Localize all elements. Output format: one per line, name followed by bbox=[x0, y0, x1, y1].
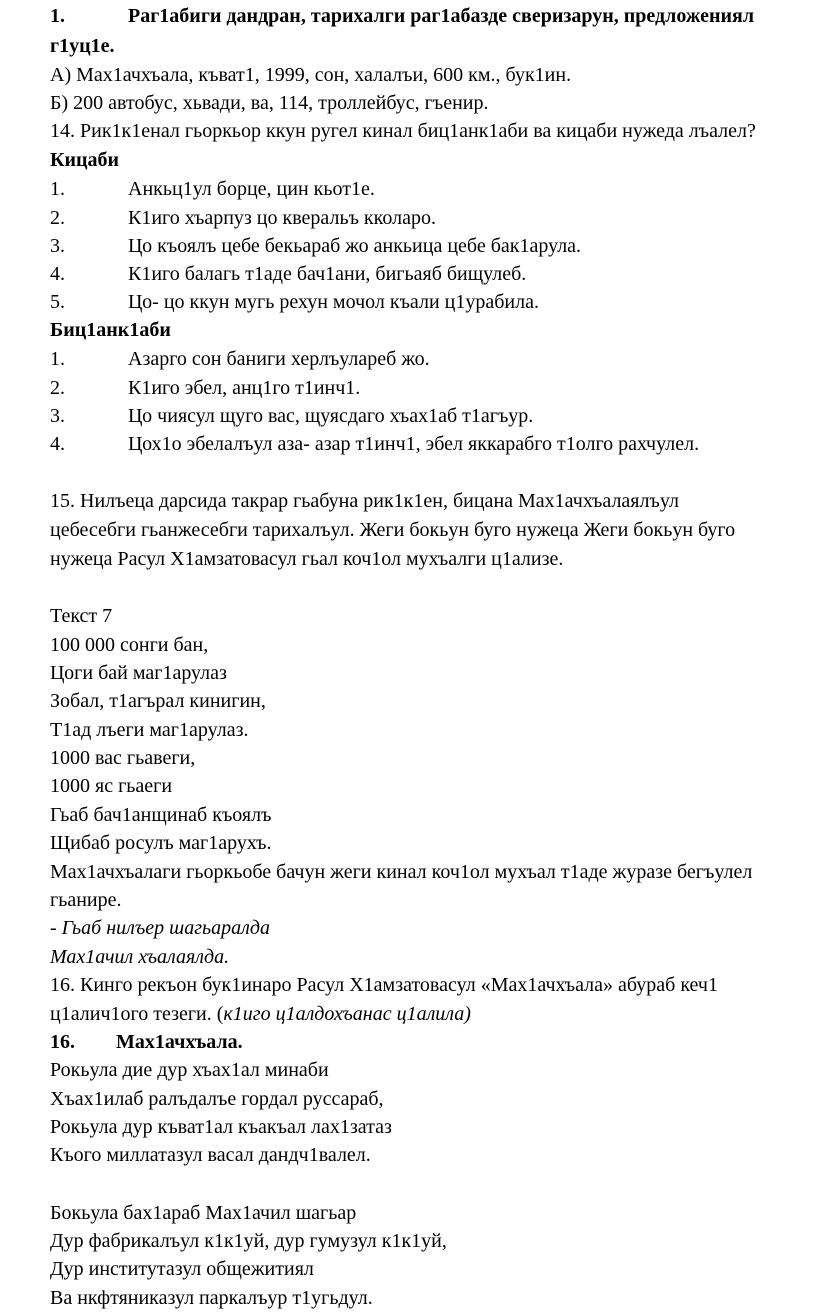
poem-line: 1000 яс гьаеги bbox=[50, 775, 173, 797]
list-item bbox=[50, 206, 816, 230]
list-item-text: К1иго балагь т1аде бач1ани, бигьаяб бищулеб. bbox=[128, 263, 527, 285]
task1-item-a: А) Мах1ачхъала, къват1, 1999, сон, халалъи, 600 км., бук1ин. bbox=[50, 64, 572, 86]
text7-question-line2: гьанире. bbox=[50, 889, 122, 911]
text7-question-line1: Мах1ачхъалаги гьоркьобе бачун жеги кинал коч1ол мухъал т1аде журазе бегъулел bbox=[50, 861, 753, 883]
task1-item-b: Б) 200 автобус, хьвади, ва, 114, троллейбус, гъенир. bbox=[50, 92, 489, 114]
list-item-number: 4. bbox=[50, 433, 65, 455]
task16-line1: 16. Кинго рекъон бук1инаро Расул Х1амзатовасул «Мах1ачхъала» абураб кеч1 bbox=[50, 974, 718, 996]
poem-line: Зобал, т1агърал кинигин, bbox=[50, 690, 266, 712]
text7-italic-line2: Мах1ачил хъалаялда. bbox=[50, 946, 230, 968]
poem-line: Рокьула дие дур хъах1ал минаби bbox=[50, 1059, 329, 1081]
list-item bbox=[50, 177, 816, 201]
poem-line: Дур фабрикалъул к1к1уй, дур гумузул к1к1уй, bbox=[50, 1230, 447, 1252]
list-item-number: 3. bbox=[50, 405, 65, 427]
task16-heading-number: 16. bbox=[50, 1031, 75, 1053]
list-item-number: 2. bbox=[50, 377, 65, 399]
poem-line: Хъах1илаб ралъдалъе гордал руссараб, bbox=[50, 1088, 384, 1110]
poem-line: Т1ад лъеги маг1арулаз. bbox=[50, 719, 249, 741]
list-item-text: К1иго хъарпуз цо кверальъ кколаро. bbox=[128, 207, 436, 229]
task16-line2-italic: к1иго ц1алдохъанас ц1алила) bbox=[223, 1003, 471, 1025]
list-item-number: 4. bbox=[50, 263, 65, 285]
kicabi-title: Кицаби bbox=[50, 149, 120, 171]
list-item-text: Цо- цо ккун мугь рехун мочол къали ц1урабила. bbox=[128, 291, 539, 313]
task16-heading bbox=[50, 1030, 816, 1054]
poem-line: Рокьула дур къват1ал къакъал лах1затаз bbox=[50, 1116, 392, 1138]
list-item bbox=[50, 376, 816, 400]
list-item-number: 2. bbox=[50, 207, 65, 229]
poem-line: Бокьула бах1араб Мах1ачил шагьар bbox=[50, 1202, 357, 1224]
task16-heading-text: Мах1ачхъала. bbox=[116, 1031, 243, 1053]
list-item-number: 5. bbox=[50, 291, 65, 313]
task1-heading-text: Раг1абиги дандран, тарихалги раг1абазде сверизарун, предложениял bbox=[128, 5, 755, 27]
task16-line2-plain: ц1алич1ого тезеги. ( bbox=[50, 1003, 224, 1025]
list-item-text: Цо чиясул щуго вас, щуясдаго хъах1аб т1агъур. bbox=[128, 405, 534, 427]
task1-heading-line2: г1уц1е. bbox=[50, 35, 115, 57]
list-item-text: Анкьц1ул борце, цин кьот1е. bbox=[128, 178, 375, 200]
poem-line: Ва нкфтяниказул паркалъур т1угьдул. bbox=[50, 1287, 373, 1309]
task14-question: 14. Рик1к1енал гьоркьор ккун ругел кинал биц1анк1аби ва кицаби нужеда лъалел? bbox=[50, 120, 756, 142]
poem-line: Цоги бай маг1арулаз bbox=[50, 662, 227, 684]
poem-line: Дур институтазул общежитиял bbox=[50, 1258, 314, 1280]
list-item bbox=[50, 234, 816, 258]
list-item-text: Цо къоялъ цебе бекьараб жо анкьица цебе бак1арула. bbox=[128, 235, 582, 257]
task15-line2: цебесебги гьанжесебги тарихалъул. Жеги бокьун буго нужеца Жеги бокьун буго bbox=[50, 519, 736, 541]
task16-line2 bbox=[50, 1002, 816, 1026]
list-item bbox=[50, 262, 816, 286]
list-item-number: 1. bbox=[50, 178, 65, 200]
list-item-text: К1иго эбел, анц1го т1инч1. bbox=[128, 377, 361, 399]
poem-line: Гьаб бач1анщинаб къоялъ bbox=[50, 804, 272, 826]
poem-line: 1000 вас гьавеги, bbox=[50, 747, 196, 769]
task1-heading-line1 bbox=[50, 4, 816, 28]
task1-number: 1. bbox=[50, 5, 65, 27]
task15-line1: 15. Нилъеца дарсида такрар гьабуна рик1к1ен, бицана Мах1ачхъалаялъул bbox=[50, 490, 679, 512]
poem-line: Къого миллатазул васал дандч1валел. bbox=[50, 1144, 371, 1166]
list-item bbox=[50, 290, 816, 314]
list-item bbox=[50, 347, 816, 371]
list-item bbox=[50, 404, 816, 428]
text7-title: Текст 7 bbox=[50, 605, 113, 627]
poem-line: 100 000 сонги бан, bbox=[50, 634, 209, 656]
list-item bbox=[50, 432, 816, 456]
bicanki-title: Биц1анк1аби bbox=[50, 319, 171, 341]
list-item-number: 1. bbox=[50, 348, 65, 370]
text7-italic-line1: - Гьаб нилъер шагьаралда bbox=[50, 917, 270, 939]
list-item-text: Азарго сон баниги херлъулареб жо. bbox=[128, 348, 430, 370]
poem-line: Щибаб росулъ маг1арухъ. bbox=[50, 832, 272, 854]
list-item-number: 3. bbox=[50, 235, 65, 257]
list-item-text: Цох1о эбелалъул аза- азар т1инч1, эбел яккарабго т1олго рахчулел. bbox=[128, 433, 700, 455]
task15-line3: нужеца Расул Х1амзатовасул гьал коч1ол мухъалги ц1ализе. bbox=[50, 548, 564, 570]
